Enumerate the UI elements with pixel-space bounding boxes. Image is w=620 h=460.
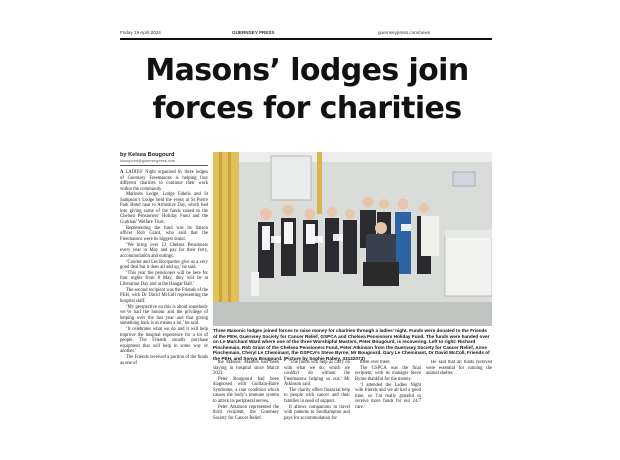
paragraph: ‘Condor and Les Rocquettes give us a very good deal but it does all add up,’ he said. [120,259,208,271]
paragraph: Peter Bougourd had been diagnosed with Guillain-Barre Syndrome, a rare condition which causes the body’s immune system to attack its peripheral nerves. [213,376,279,404]
paragraph: ‘This year the pensioners will be here for four nights from 8 May, they will be at Liberation Day and at the Hangar Ball.’ [120,270,208,287]
article-column-3 [284,360,350,454]
header-publication: GUERNSEY PRESS [232,30,275,35]
paragraph: The Friends received a portion of the funds as one of [120,355,208,366]
paragraph: Mariners Lodge, Lodge Fidelis and St Sampson’s Lodge held the event at St Pierre Park Hotel near to Armistice Day, which tied into giving some of the funds raised to the Chelsea Pensioners’ Holiday Fund and the Gurkhas’ Welfare Trust. [120,192,208,225]
paragraph: The charity offers financial help to people with cancer and their families in need of support. [284,387,350,404]
headline [126,52,488,128]
paragraph: The GSPCA was the final recipient, with its manager Steve Byrne thankful for the money. [355,365,421,382]
paragraph: The second recipient was the Friends of the PEH, with Dr David McColl representing the hospital staff. [120,287,208,304]
headline-line-1: Masons’ lodges join [145,53,469,88]
page-header [120,28,492,38]
paragraph: A LADIES’ Night organised by three lodges of Guernsey Freemasons is helping four different charities to continue their work within the community. [120,170,208,192]
paragraph: ‘We bring over 12 Chelsea Pensioners every year in May and pay for their ferry, accommodation and outings. [120,242,208,259]
paragraph: them over there. [360,360,391,365]
headline-line-2: forces for charities [152,91,462,126]
header-date: Friday 19 April 2024 [120,30,161,35]
article-column-4 [355,360,421,454]
article-photo [213,152,492,326]
paragraph: ‘My perspective on this is about somebody we’ve had the honour and the privilege of helping over the last year and that giving something back is as means a lot,’ he said. [120,304,208,327]
article-bottom-columns [213,360,492,454]
paragraph: ‘It celebrates what we do and it will help improve the hospital experience for a lot of people. The Friends usually purchase equipment that will help in some way or another.’ [120,327,208,355]
photo-caption: Three Masonic lodges joined forces to raise money for charities through a ladies’ night. Funds were donated to the Friends of the PEH, Guernsey Society for Cancer Relief, GSPCA and Chelsea Pensioners Holiday Fund. The funds were handed over on Le Marchant Ward where one of the three Worshipful Masters, Peter Bougourd, is recovering. Left to right: Richard Pinchemain, Rob Grant of the Chelsea Pensioners Fund, Peter Atkinson from the Guernsey Society for Cancer Relief, Anne Pinchemain, Cheryl Le Cheminant, the GSPCA’s Steve Byrne, Mr Bougourd, Gary Le Cheminant, Dr David McColl, Friends of the PEH, and Sonya Bougourd. (Picture by Sophie Rabey, 33132073) [213,328,490,361]
byline-rule [120,165,208,166]
header-website: guernseypress.com/news [378,30,431,35]
paragraph: Peter Atkinson represented the third recipient, the Guernsey Society for Cancer Relief. [213,404,279,421]
paragraph: the Masons’ Masters had been staying in hospital since March 2023. [213,360,279,376]
author-email: kbougourd@guernseypress.com [120,159,175,163]
hospital-group-photo [213,152,492,326]
paragraph: He said that all funds received were essential for running the animal shelter. [426,360,492,376]
paragraph: ‘The funds will help us carry on with what we do, which we couldn’t do without the Freemasons helping us out,’ Mr Atkinson said. [284,360,350,387]
byline: by Kelsea Bougourd [120,152,175,158]
article-column-2 [213,360,279,454]
paragraph: ‘I attended the Ladies Night with friends and we all had a good time, so I’m really grateful to receive more funds for our 24/7 care.’ [355,382,421,410]
paragraph: Representing the fund was its liaison officer Rob Grant, who said that the Freemasons were its biggest donor. [120,225,208,242]
header-rule [120,38,492,40]
paragraph: It allows companions to travel with patients to Southampton and pays for accommodation for [284,404,350,421]
newspaper-page [120,28,492,454]
article-column-5 [426,360,492,454]
article-column-1 [120,170,208,454]
